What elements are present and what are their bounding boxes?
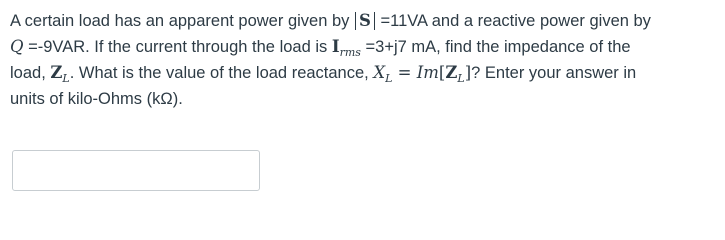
question-fragment: =11VA and a reactive power given by (375, 12, 651, 30)
apparent-power-symbol: S (358, 11, 371, 30)
imaginary-part-operator: Im (416, 63, 439, 82)
reactive-power-symbol: Q (10, 37, 24, 56)
current-symbol: I (331, 37, 340, 56)
apparent-power-magnitude (355, 12, 375, 30)
question-fragment: ? Enter your answer in (471, 64, 637, 82)
question-fragment: load, (10, 64, 51, 82)
question-line-4 (10, 86, 722, 112)
question-fragment: A certain load has an apparent power given by (10, 12, 354, 30)
equals-sign: = (392, 63, 417, 82)
impedance-subscript: L (457, 72, 465, 85)
reactance-subscript: L (385, 72, 393, 85)
question-line-1 (10, 8, 722, 34)
impedance-subscript: L (62, 72, 70, 85)
question-fragment: =3+j7 mA, find the impedance of the (360, 38, 631, 56)
left-bracket: [ (438, 63, 446, 82)
current-subscript: rms (339, 46, 361, 59)
question-fragment: =-9VAR. If the current through the load is (23, 38, 332, 56)
question-line-2 (10, 34, 722, 60)
impedance-symbol: Z (50, 63, 63, 82)
answer-input[interactable] (12, 150, 260, 191)
question-text (10, 8, 722, 112)
right-bracket: ] (464, 63, 472, 82)
impedance-symbol: Z (445, 63, 458, 82)
question-fragment: units of kilo-Ohms (kΩ). (10, 90, 183, 108)
question-line-3 (10, 60, 722, 86)
reactance-symbol: X (373, 63, 386, 82)
question-fragment: . What is the value of the load reactance, (69, 64, 374, 82)
